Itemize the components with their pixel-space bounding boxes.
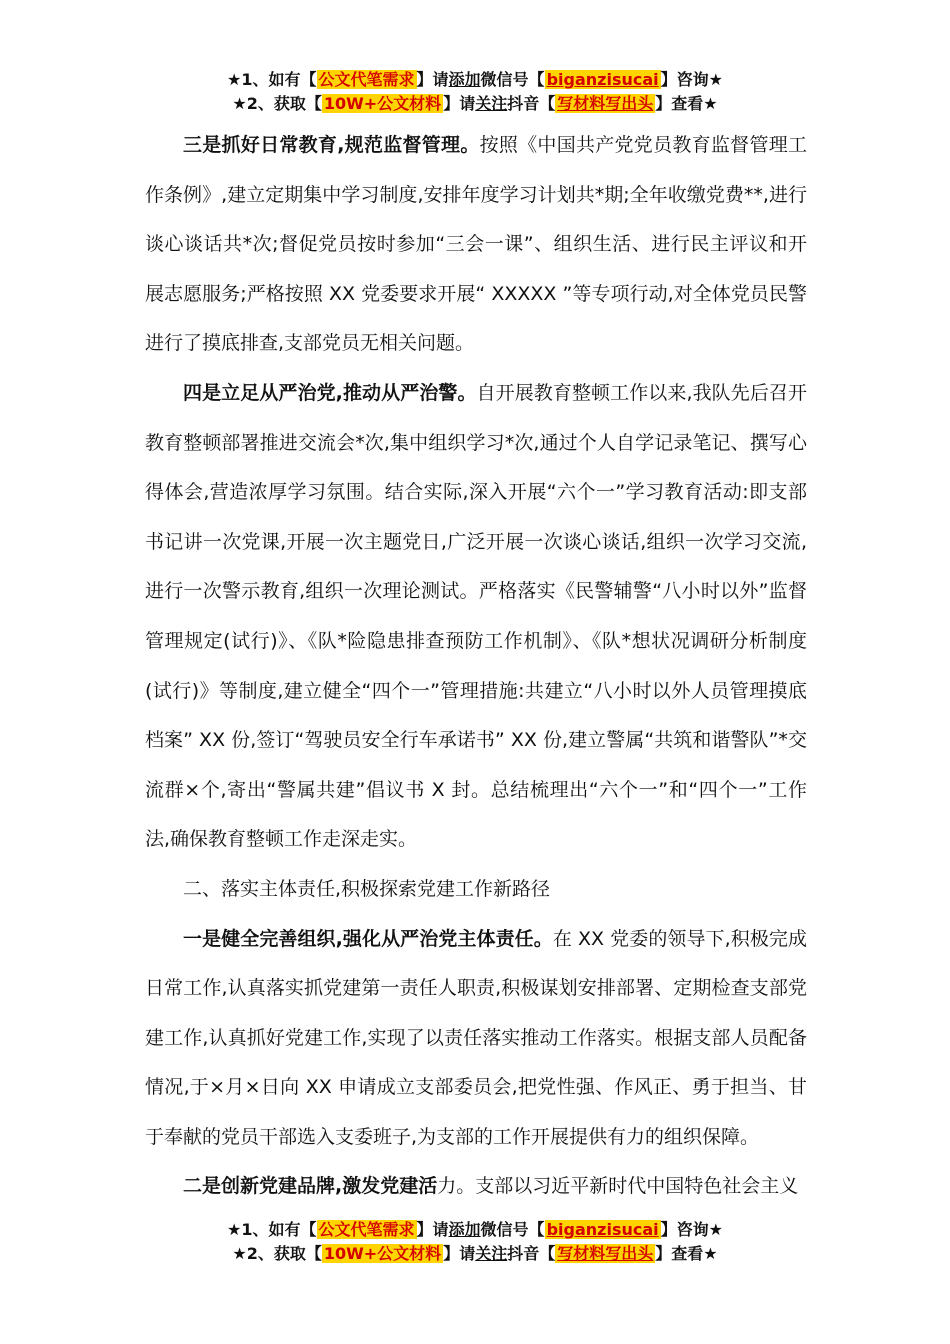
banner-line-1 [0, 1218, 950, 1242]
banner-text: ★1、如有【 [227, 70, 317, 89]
banner-text: 】查看★ [655, 1244, 718, 1263]
banner-line-2 [0, 1242, 950, 1266]
banner-text: 】请 [416, 1220, 449, 1239]
banner-emphasis: 关注 [475, 94, 508, 113]
banner-text: ★2、获取【 [232, 94, 322, 113]
paragraph-text: 自开展教育整顿工作以来,我队先后召开教育整顿部署推进交流会*次,集中组织学习*次,通过个人自学记录笔记、撰写心得体会,营造浓厚学习氛围。结合实际,深入开展“六个一”学习教育活动:即支部书记讲一次党课,开展一次主题党日,广泛开展一次谈心谈话,组织一次学习交流,进行一次警示教育,组织一次理论测试。严格落实《民警辅警“八小时以外”监督管理规定(试行)》、《队*险隐患排查预防工作机制》、《队*想状况调研分析制度(试行)》等制度,建立健全“四个一”管理措施:共建立“八小时以外人员管理摸底档案” XX 份,签订“驾驶员安全行车承诺书” XX 份,建立警属“共筑和谐警队”*交流群×个,寄出“警属共建”倡议书 X 封。总结梳理出“六个一”和“四个一”工作法,确保教育整顿工作走深走实。 [145, 381, 807, 851]
banner-text: 抖音【 [507, 94, 556, 113]
bottom-banner [0, 1218, 950, 1266]
section-heading [145, 865, 807, 915]
banner-text: 微信号【 [480, 70, 545, 89]
paragraph-text: 力。支部以习近平新时代中国特色社会主义 [437, 1175, 799, 1198]
banner-text: 抖音【 [507, 1244, 556, 1263]
banner-text: 】咨询★ [660, 70, 723, 89]
paragraph-text: 按照《中国共产党党员教育监督管理工作条例》,建立定期集中学习制度,安排年度学习计划共*期;全年收缴党费**,进行谈心谈话共*次;督促党员按时参加“三会一课”、组织生活、进行民主评议和开展志愿服务;严格按照 XX 党委要求开展“ XXXXX ”等专项行动,对全体党员民警进行了摸底排查,支部党员无相关问题。 [145, 134, 807, 355]
banner-text: 】请 [443, 94, 476, 113]
banner-emphasis: 添加 [448, 1220, 481, 1239]
banner-highlight: 10W+公文材料 [323, 1244, 442, 1263]
wechat-id-highlight: biganzisucai [546, 70, 659, 89]
banner-text: 】查看★ [655, 94, 718, 113]
banner-line-2 [0, 92, 950, 116]
banner-text: 】咨询★ [660, 1220, 723, 1239]
document-body [145, 121, 807, 1212]
paragraph-text: 在 XX 党委的领导下,积极完成日常工作,认真落实抓党建第一责任人职责,积极谋划安排部署、定期检查支部党建工作,认真抓好党建工作,实现了以责任落实推动工作落实。根据支部人员配备情况,于×月×日向 XX 申请成立支部委员会,把党性强、作风正、勇于担当、甘于奉献的党员干部选入支委班子,为支部的工作开展提供有力的组织保障。 [145, 927, 807, 1148]
paragraph-heading: 三是抓好日常教育,规范监督管理。 [183, 134, 480, 156]
douyin-id-highlight: 写材料写出头 [557, 94, 654, 113]
wechat-id-highlight: biganzisucai [546, 1220, 659, 1239]
paragraph-4 [145, 1162, 807, 1212]
paragraph-heading: 一是健全完善组织,强化从严治党主体责任。 [183, 927, 553, 950]
banner-text: ★2、获取【 [232, 1244, 322, 1263]
banner-highlight: 公文代笔需求 [318, 70, 415, 89]
section-heading-text: 二、落实主体责任,积极探索党建工作新路径 [183, 877, 551, 900]
banner-text: 】请 [416, 70, 449, 89]
banner-text: ★1、如有【 [227, 1220, 317, 1239]
douyin-id-highlight: 写材料写出头 [557, 1244, 654, 1263]
banner-emphasis: 关注 [475, 1244, 508, 1263]
paragraph-3 [145, 915, 807, 1163]
paragraph-2 [145, 369, 807, 865]
banner-highlight: 公文代笔需求 [318, 1220, 415, 1239]
banner-text: 】请 [443, 1244, 476, 1263]
banner-text: 微信号【 [480, 1220, 545, 1239]
paragraph-heading: 四是立足从严治党,推动从严治警。 [183, 381, 477, 404]
top-banner [0, 68, 950, 116]
banner-highlight: 10W+公文材料 [323, 94, 442, 113]
paragraph-heading: 二是创新党建品牌,激发党建活 [183, 1175, 438, 1198]
paragraph-1 [145, 121, 807, 369]
banner-line-1 [0, 68, 950, 92]
banner-emphasis: 添加 [448, 70, 481, 89]
